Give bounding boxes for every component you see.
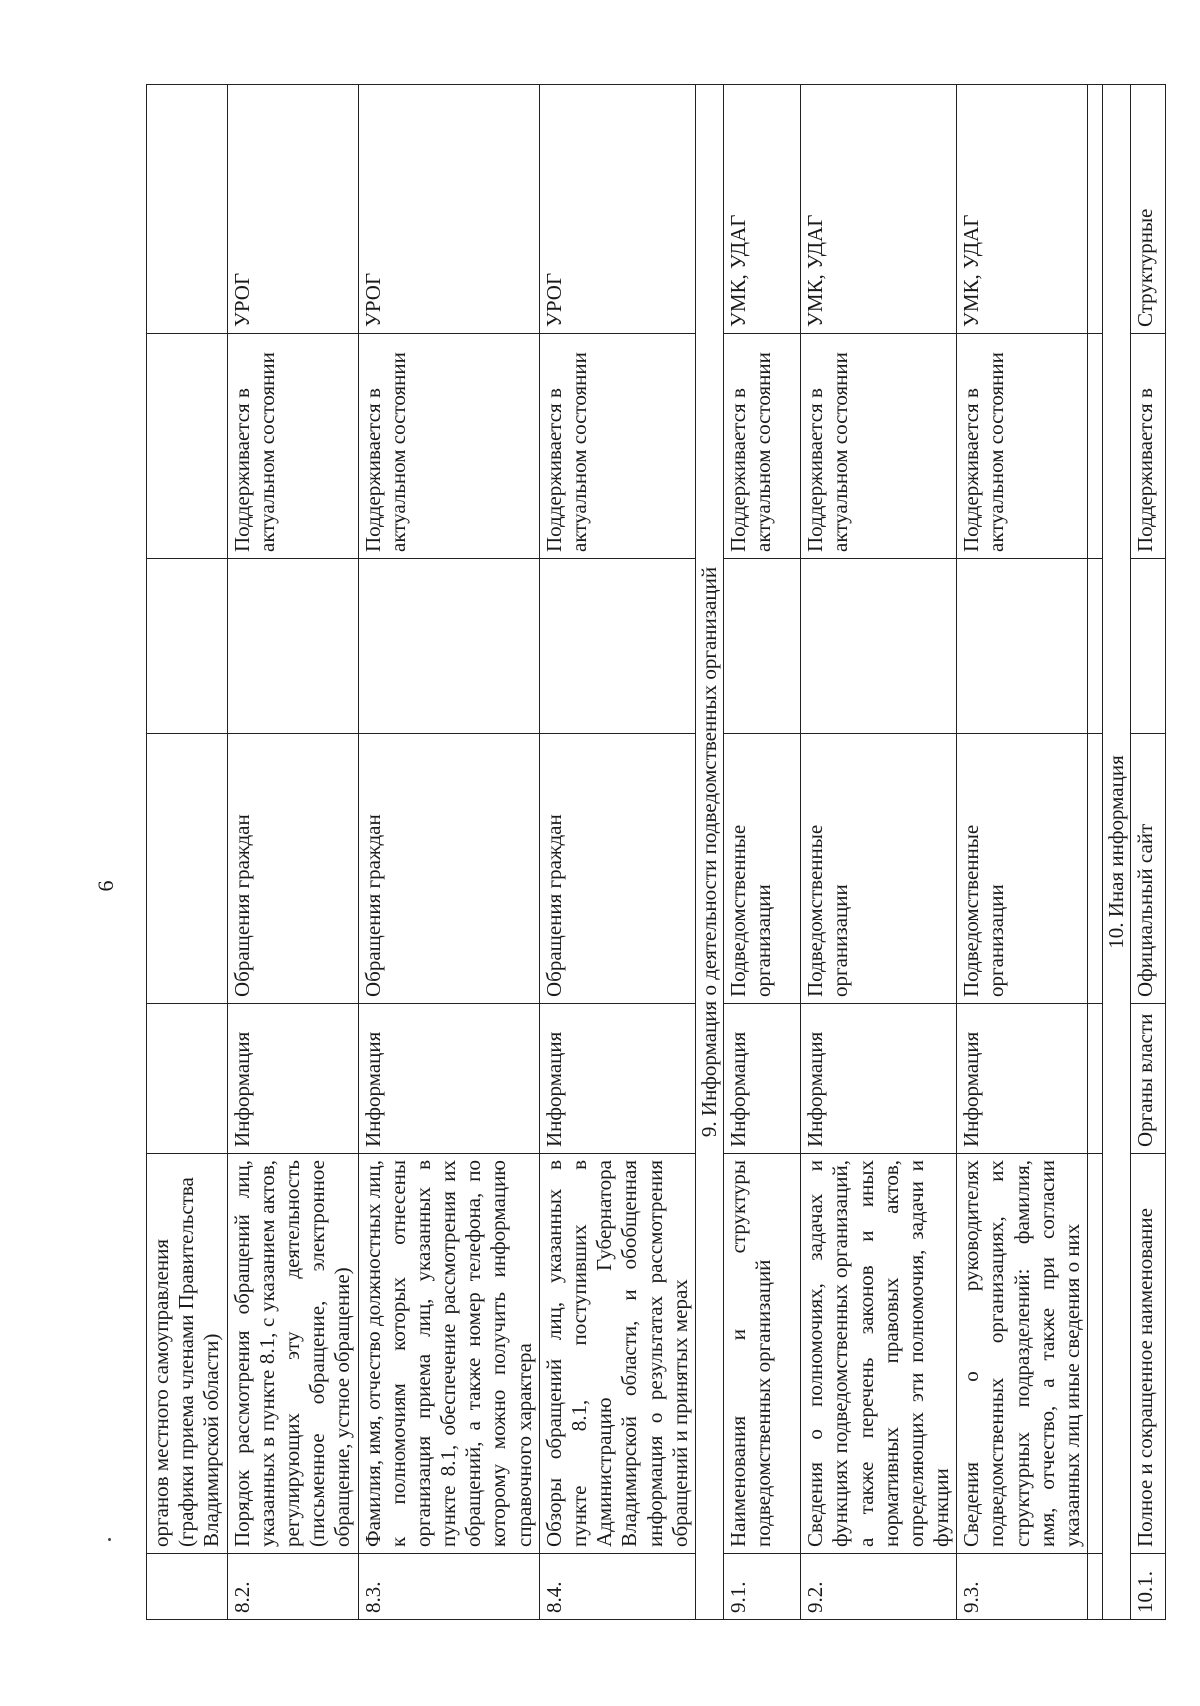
row-number-cell: 9.3. [957,1554,1088,1620]
row-name-cell: Сведения о руководителях подведомственных организациях, их структурных подразделений: фамилия, имя, отчество, а также при согласии указанных лиц иные сведения о них [957,1154,1088,1554]
row-extra-cell [957,559,1088,734]
row-type-cell: Информация [227,1004,358,1154]
row-name-cell: Порядок рассмотрения обращений лиц, указанных в пункте 8.1, с указанием актов, регулирующих эту деятельность (письменное обращение, электронное обращение, устное обращение) [227,1154,358,1554]
row-responsible-cell: УРОГ [358,85,539,334]
scan-speck [108,1538,111,1541]
table-row [957,85,1088,1620]
row-type-cell: Органы власти [1131,1004,1166,1154]
row-name-cell: Сведения о полномочиях, задачах и функциях подведомственных организаций, а также перечень законов и иных нормативных правовых актов, определяющих эти полномочия, задачи и функции [801,1154,957,1554]
spacer-row [1088,85,1103,1620]
row-extra-cell [801,559,957,734]
row-number-cell [147,1554,228,1620]
rotated-table-container [146,85,1158,1620]
row-periodicity-cell: Поддерживается в актуальном состоянии [539,334,695,559]
row-periodicity-cell: Поддерживается в [1131,334,1166,559]
row-number-cell: 8.3. [358,1554,539,1620]
row-type-cell: Информация [724,1004,801,1154]
row-number-cell: 9.1. [724,1554,801,1620]
row-name-cell: Обзоры обращений лиц, указанных в пункте 8.1, поступивших в Администрацию Губернатора Владимирской области, и обобщенная информация о результатах рассмотрения обращений и принятых мерах [539,1154,695,1554]
spacer-cell [1088,1004,1103,1154]
row-source-cell [147,734,228,1004]
row-source-cell: Подведомственные организации [957,734,1088,1004]
row-type-cell: Информация [957,1004,1088,1154]
section-10-heading: 10. Иная информация [1103,85,1131,1620]
row-name-cell: Наименования и структуры подведомственных организаций [724,1154,801,1554]
spacer-cell [1088,1554,1103,1620]
row-number-cell: 9.2. [801,1554,957,1620]
spacer-cell [1088,1154,1103,1554]
row-responsible-cell: УМК, УДАГ [957,85,1088,334]
section-heading-row [695,85,723,1620]
row-responsible-cell: УМК, УДАГ [724,85,801,334]
table-row [724,85,801,1620]
table-row-continued [147,85,228,1620]
row-periodicity-cell: Поддерживается в актуальном состоянии [227,334,358,559]
row-responsible-cell [147,85,228,334]
row-responsible-cell: УРОГ [227,85,358,334]
row-source-cell: Обращения граждан [227,734,358,1004]
row-number-cell: 8.2. [227,1554,358,1620]
row-name-cell: Полное и сокращенное наименование [1131,1154,1166,1554]
spacer-cell [1088,559,1103,734]
row-number-cell: 10.1. [1131,1554,1166,1620]
page-number: 6 [93,880,118,892]
row-periodicity-cell: Поддерживается в актуальном состоянии [724,334,801,559]
row-extra-cell [227,559,358,734]
row-extra-cell [1131,559,1166,734]
row-periodicity-cell: Поддерживается в актуальном состоянии [801,334,957,559]
row-name-cell: Фамилия, имя, отчество должностных лиц, к полномочиям которых отнесены организация приема лиц, указанных в пункте 8.1, обеспечение рассмотрения их обращений, а также номер телефона, по которому можно получить информацию справочного характера [358,1154,539,1554]
row-extra-cell [539,559,695,734]
row-source-cell: Подведомственные организации [801,734,957,1004]
row-extra-cell [358,559,539,734]
table-row [801,85,957,1620]
row-source-cell: Подведомственные организации [724,734,801,1004]
row-source-cell: Обращения граждан [539,734,695,1004]
row-responsible-cell: Структурные [1131,85,1166,334]
row-responsible-cell: УМК, УДАГ [801,85,957,334]
row-periodicity-cell: Поддерживается в актуальном состоянии [957,334,1088,559]
row-type-cell: Информация [539,1004,695,1154]
row-extra-cell [147,559,228,734]
spacer-cell [1088,85,1103,334]
row-type-cell: Информация [358,1004,539,1154]
row-type-cell [147,1004,228,1154]
row-type-cell: Информация [801,1004,957,1154]
table-row [539,85,695,1620]
row-name-cell: органов местного самоуправления (графики приема членами Правительства Владимирской области) [147,1154,228,1554]
section-9-heading: 9. Информация о деятельности подведомственных организаций [695,85,723,1620]
table-row [1131,85,1166,1620]
row-periodicity-cell: Поддерживается в актуальном состоянии [358,334,539,559]
row-responsible-cell: УРОГ [539,85,695,334]
information-table [146,84,1166,1620]
spacer-cell [1088,734,1103,1004]
table-row [358,85,539,1620]
section-heading-row [1103,85,1131,1620]
row-source-cell: Обращения граждан [358,734,539,1004]
row-periodicity-cell [147,334,228,559]
row-source-cell: Официальный сайт [1131,734,1166,1004]
table-row [227,85,358,1620]
spacer-cell [1088,334,1103,559]
row-extra-cell [724,559,801,734]
row-number-cell: 8.4. [539,1554,695,1620]
